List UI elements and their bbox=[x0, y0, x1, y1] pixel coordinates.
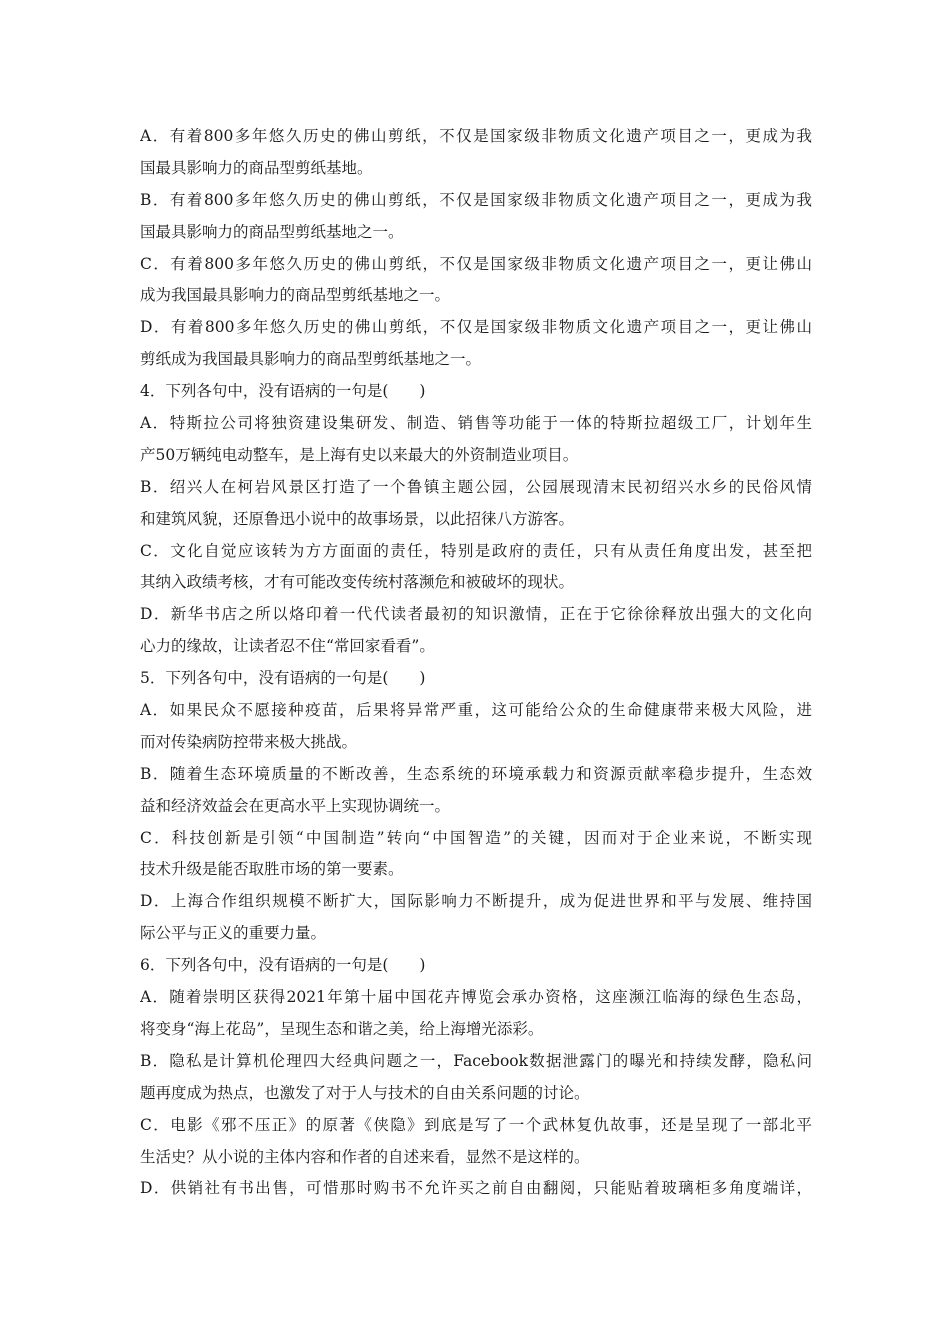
text-line: A．特斯拉公司将独资建设集研发、制造、销售等功能于一体的特斯拉超级工厂，计划年生 bbox=[140, 414, 812, 433]
text-line: D．有着800多年悠久历史的佛山剪纸，不仅是国家级非物质文化遗产项目之一，更让佛山 bbox=[140, 318, 812, 337]
text-line: 成为我国最具影响力的商品型剪纸基地之一。 bbox=[140, 286, 451, 305]
text-line: B．随着生态环境质量的不断改善，生态系统的环境承载力和资源贡献率稳步提升，生态效 bbox=[140, 764, 812, 783]
text-line: D．上海合作组织规模不断扩大，国际影响力不断提升，成为促进世界和平与发展、维持国 bbox=[140, 892, 812, 911]
text-line: A．如果民众不愿接种疫苗，后果将异常严重，这可能给公众的生命健康带来极大风险，进 bbox=[140, 701, 812, 720]
text-line: 国最具影响力的商品型剪纸基地。 bbox=[140, 158, 373, 177]
text-line: 而对传染病防控带来极大挑战。 bbox=[140, 732, 358, 751]
text-line: 其纳入政绩考核，才有可能改变传统村落濒危和被破坏的现状。 bbox=[140, 573, 575, 592]
text-line: D．供销社有书出售，可惜那时购书不允许买之前自由翻阅，只能贴着玻璃柜多角度端详， bbox=[140, 1179, 812, 1198]
text-line: 益和经济效益会在更高水平上实现协调统一。 bbox=[140, 796, 451, 815]
text-line: B．有着800多年悠久历史的佛山剪纸，不仅是国家级非物质文化遗产项目之一，更成为我 bbox=[140, 190, 812, 209]
text-line: C．文化自觉应该转为方方面面的责任，特别是政府的责任，只有从责任角度出发，甚至把 bbox=[140, 541, 812, 560]
text-line: 心力的缘故，让读者忍不住“常回家看看”。 bbox=[140, 637, 435, 656]
question-heading: 4．下列各句中，没有语病的一句是( ) bbox=[140, 382, 426, 401]
text-line: 题再度成为热点，也激发了对于人与技术的自由关系问题的讨论。 bbox=[140, 1083, 590, 1102]
text-line: D．新华书店之所以烙印着一代代读者最初的知识激情，正在于它徐徐释放出强大的文化向 bbox=[140, 605, 812, 624]
text-line: 剪纸成为我国最具影响力的商品型剪纸基地之一。 bbox=[140, 350, 482, 369]
text-line: 生活史？从小说的主体内容和作者的自述来看，显然不是这样的。 bbox=[140, 1147, 590, 1166]
document-page bbox=[140, 121, 812, 1205]
text-line: 将变身“海上花岛”，呈现生态和谐之美，给上海增光添彩。 bbox=[140, 1019, 544, 1038]
text-line: B．绍兴人在柯岩风景区打造了一个鲁镇主题公园，公园展现清末民初绍兴水乡的民俗风情 bbox=[140, 477, 812, 496]
text-line: 技术升级是能否取胜市场的第一要素。 bbox=[140, 860, 404, 879]
text-line: 产50万辆纯电动整车，是上海有史以来最大的外资制造业项目。 bbox=[140, 445, 579, 464]
text-line: B．隐私是计算机伦理四大经典问题之一，Facebook数据泄露门的曝光和持续发酵，隐私问 bbox=[140, 1051, 812, 1070]
text-line: C．电影《邪不压正》的原著《侠隐》到底是写了一个武林复仇故事，还是呈现了一部北平 bbox=[140, 1115, 812, 1134]
text-line: C．科技创新是引领“中国制造”转向“中国智造”的关键，因而对于企业来说，不断实现 bbox=[140, 828, 812, 847]
text-line: A．随着崇明区获得2021年第十届中国花卉博览会承办资格，这座濒江临海的绿色生态岛， bbox=[140, 988, 812, 1007]
question-heading: 6．下列各句中，没有语病的一句是( ) bbox=[140, 956, 426, 975]
text-line: A．有着800多年悠久历史的佛山剪纸，不仅是国家级非物质文化遗产项目之一，更成为我 bbox=[140, 127, 812, 145]
text-line: 和建筑风貌，还原鲁迅小说中的故事场景，以此招徕八方游客。 bbox=[140, 509, 575, 528]
text-line: 国最具影响力的商品型剪纸基地之一。 bbox=[140, 222, 404, 241]
question-heading: 5．下列各句中，没有语病的一句是( ) bbox=[140, 669, 426, 688]
text-line: 际公平与正义的重要力量。 bbox=[140, 924, 327, 943]
text-line: C．有着800多年悠久历史的佛山剪纸，不仅是国家级非物质文化遗产项目之一，更让佛山 bbox=[140, 254, 812, 273]
